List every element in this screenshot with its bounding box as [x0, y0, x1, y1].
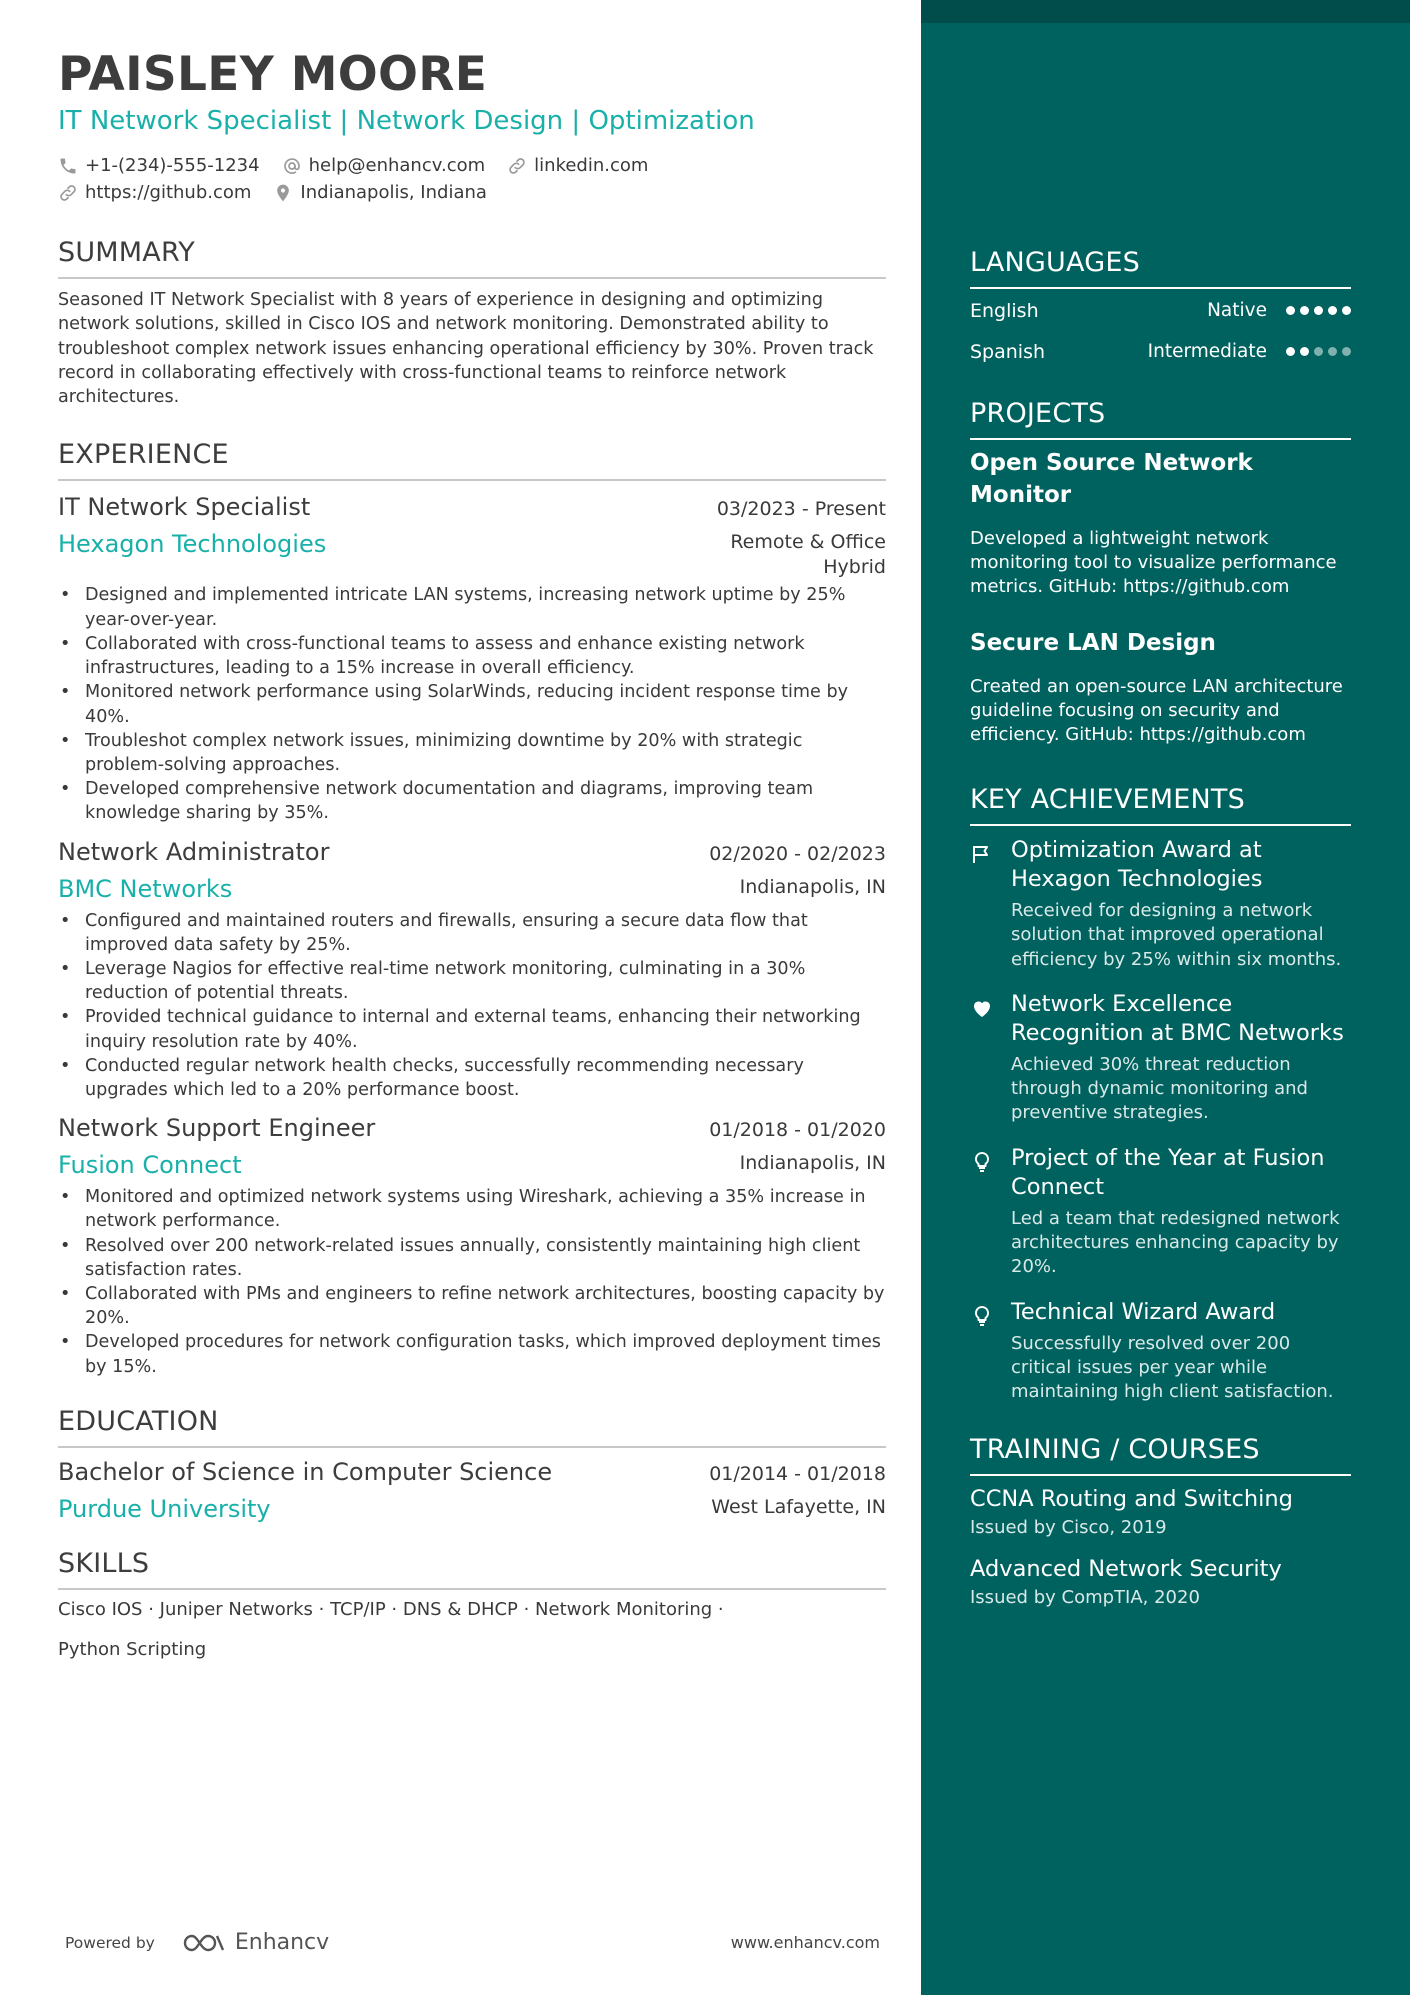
section-divider [970, 824, 1351, 826]
project-entry [970, 447, 1351, 599]
job-title: Network Support Engineer [58, 1114, 376, 1143]
bullet-item: • Troubleshot complex network issues, minimizing downtime by 20% with strategic problem-solving approaches. [58, 729, 886, 777]
location-text: Indianapolis, Indiana [300, 182, 487, 203]
sidebar-column [970, 245, 1351, 1611]
achievement-description: Led a team that redesigned network architectures enhancing capacity by 20%. [1011, 1207, 1340, 1278]
location-pin-icon [273, 183, 293, 203]
link-icon [58, 183, 78, 203]
languages-title: LANGUAGES [970, 247, 1140, 278]
education-date: 01/2014 - 01/2018 [709, 1462, 886, 1485]
job-location: Indianapolis, IN [739, 1152, 886, 1175]
job-title: Network Administrator [58, 837, 330, 866]
footer [65, 1930, 880, 1955]
linkedin-text: linkedin.com [534, 155, 649, 176]
enhancv-logo-icon [181, 1931, 227, 1955]
contact-phone [58, 155, 260, 176]
powered-by [65, 1930, 329, 1955]
phone-text: +1-(234)-555-1234 [85, 155, 260, 176]
bullet-item: • Monitored and optimized network systems using Wireshark, achieving a 35% increase in network performance. [58, 1185, 886, 1233]
at-icon [282, 156, 302, 176]
job-title: IT Network Specialist [58, 493, 311, 522]
summary-section [58, 235, 886, 409]
language-name: Spanish [970, 340, 1046, 363]
bullet-item: • Provided technical guidance to internal and external teams, enhancing their networking inquiry resolution rate by 40%. [58, 1005, 886, 1053]
job-header [58, 834, 886, 870]
headline: IT Network Specialist | Network Design | Optimization [58, 106, 755, 136]
language-row [970, 331, 1351, 372]
proficiency-dot-filled [1328, 306, 1337, 315]
flag-icon [970, 842, 994, 866]
bullet-item: • Collaborated with PMs and engineers to refine network architectures, boosting capacity by 20%. [58, 1282, 886, 1330]
contact-linkedin[interactable] [507, 155, 648, 176]
contact-email[interactable] [282, 155, 486, 176]
skills-section [58, 1546, 886, 1671]
training-title: TRAINING / COURSES [970, 1433, 1260, 1465]
proficiency-dots [1286, 347, 1351, 356]
skills-list [58, 1590, 886, 1671]
achievement-title: Technical Wizard Award [1011, 1298, 1276, 1325]
section-divider [58, 1446, 886, 1448]
bullet-item: • Resolved over 200 network-related issues annually, consistently maintaining high client satisfaction rates. [58, 1234, 886, 1282]
job-subheader [58, 527, 886, 580]
achievement-description: Achieved 30% threat reduction through dynamic monitoring and preventive strategies. [1011, 1053, 1308, 1124]
languages-section [970, 245, 1351, 372]
job-location: Indianapolis, IN [739, 875, 886, 898]
training-section [970, 1432, 1351, 1611]
achievements-section [970, 782, 1351, 1405]
proficiency-dot-empty [1314, 347, 1323, 356]
job-entry [58, 1110, 886, 1379]
proficiency-dot-filled [1300, 347, 1309, 356]
proficiency-dot-filled [1286, 347, 1295, 356]
proficiency-dot-empty [1328, 347, 1337, 356]
job-header [58, 489, 886, 525]
brand-name: Enhancv [234, 1930, 330, 1955]
language-name: English [970, 299, 1039, 322]
projects-title: PROJECTS [970, 398, 1106, 429]
experience-title: EXPERIENCE [58, 439, 229, 471]
school-location: West Lafayette, IN [711, 1495, 886, 1518]
bullet-item: • Configured and maintained routers and firewalls, ensuring a secure data flow that improved data safety by 25%. [58, 909, 886, 957]
course-entry [970, 1553, 1351, 1611]
bullet-item: • Conducted regular network health checks, successfully recommending necessary upgrades which led to a 20% performance boost. [58, 1054, 886, 1102]
achievement-description: Successfully resolved over 200 critical issues per year while maintaining high client satisfaction. [1011, 1332, 1334, 1403]
skills-line: Cisco IOS · Juniper Networks · TCP/IP · DNS & DHCP · Network Monitoring · [58, 1598, 724, 1620]
job-date: 02/2020 - 02/2023 [709, 842, 886, 865]
proficiency-dots [1286, 306, 1351, 315]
heart-icon [970, 996, 994, 1020]
achievement-body [1011, 1298, 1351, 1405]
link-icon [507, 156, 527, 176]
section-divider [58, 277, 886, 279]
language-level: Native [1207, 300, 1267, 321]
sidebar-top-band [921, 0, 1410, 23]
github-text: https://github.com [85, 182, 252, 203]
bullet-item: • Developed comprehensive network documentation and diagrams, improving team knowledge sharing by 35%. [58, 777, 886, 825]
language-row [970, 290, 1351, 331]
summary-text: Seasoned IT Network Specialist with 8 years of experience in designing and optimizing network solutions, skilled in Cisco IOS and network monitoring. Demonstrated ability to troubleshoot complex network issues enhancing operational efficiency by 30%. Proven track record in collaborating effectively with cross-functional teams to reinforce network architectures. [58, 290, 874, 408]
achievement-body [1011, 990, 1351, 1126]
skills-line: Python Scripting [58, 1639, 207, 1661]
job-location: Remote & Office Hybrid [730, 531, 886, 579]
job-entry [58, 834, 886, 1103]
company-name: Hexagon Technologies [58, 530, 327, 559]
email-text: help@enhancv.com [308, 155, 486, 176]
summary-title: SUMMARY [58, 237, 195, 268]
project-description: Created an open-source LAN architecture guideline focusing on security and efficiency. GitHub: https://github.com [970, 676, 1343, 745]
brand-logo[interactable] [181, 1930, 329, 1955]
powered-by-label: Powered by [65, 1933, 155, 1952]
proficiency-dot-filled [1300, 306, 1309, 315]
candidate-name: PAISLEY MOORE [58, 47, 488, 102]
education-header [58, 1454, 886, 1490]
job-header [58, 1110, 886, 1146]
contact-row [58, 179, 886, 206]
proficiency-dot-filled [1342, 306, 1351, 315]
contact-row [58, 152, 886, 179]
project-title: Open Source Network Monitor [970, 450, 1253, 508]
proficiency-dot-filled [1314, 306, 1323, 315]
achievement-entry [970, 1144, 1351, 1280]
education-section [58, 1404, 886, 1526]
achievement-description: Received for designing a network solution that improved operational efficiency by 25% within six months. [1011, 900, 1342, 970]
achievement-icon-wrap [970, 1298, 996, 1405]
education-subheader [58, 1492, 886, 1526]
bullet-item: • Collaborated with cross-functional teams to assess and enhance existing network infrastructures, leading to a 15% increase in overall efficiency. [58, 632, 886, 680]
achievement-icon-wrap [970, 836, 996, 972]
site-link[interactable]: www.enhancv.com [730, 1933, 880, 1952]
school-name: Purdue University [58, 1494, 271, 1523]
projects-section [970, 396, 1351, 747]
achievement-title: Project of the Year at Fusion Connect [1011, 1144, 1325, 1200]
section-divider [970, 287, 1351, 289]
job-subheader [58, 1148, 886, 1182]
proficiency-dot-filled [1286, 306, 1295, 315]
language-level: Intermediate [1147, 341, 1267, 362]
job-bullets [58, 583, 886, 825]
job-bullets [58, 909, 886, 1103]
contact-info [58, 152, 886, 206]
achievement-entry [970, 836, 1351, 972]
job-date: 01/2018 - 01/2020 [709, 1119, 886, 1142]
bullet-item: • Designed and implemented intricate LAN systems, increasing network uptime by 25% year-over-year. [58, 583, 886, 631]
achievement-body [1011, 1144, 1351, 1280]
course-issuer: Issued by CompTIA, 2020 [970, 1586, 1200, 1608]
section-divider [970, 1474, 1351, 1476]
job-date: 03/2023 - Present [716, 498, 886, 521]
achievement-icon-wrap [970, 1144, 996, 1280]
bullet-item: • Developed procedures for network configuration tasks, which improved deployment times by 15%. [58, 1330, 886, 1378]
course-title: Advanced Network Security [970, 1555, 1282, 1582]
contact-github[interactable] [58, 182, 251, 203]
project-title: Secure LAN Design [970, 630, 1216, 656]
company-name: BMC Networks [58, 874, 233, 903]
section-divider [970, 438, 1351, 440]
job-bullets [58, 1185, 886, 1379]
achievement-entry [970, 1298, 1351, 1405]
achievements-title: KEY ACHIEVEMENTS [970, 784, 1245, 815]
job-subheader [58, 872, 886, 906]
degree: Bachelor of Science in Computer Science [58, 1457, 553, 1486]
achievement-entry [970, 990, 1351, 1126]
phone-icon [58, 156, 78, 176]
education-title: EDUCATION [58, 1405, 219, 1437]
course-title: CCNA Routing and Switching [970, 1485, 1293, 1512]
section-divider [58, 479, 886, 481]
achievement-icon-wrap [970, 990, 996, 1126]
main-column [58, 48, 886, 1671]
bullet-item: • Leverage Nagios for effective real-time network monitoring, culminating in a 30% reduction of potential threats. [58, 957, 886, 1005]
contact-location [273, 182, 487, 203]
job-entry [58, 489, 886, 825]
achievement-body [1011, 836, 1351, 972]
project-entry [970, 627, 1351, 747]
proficiency-dot-empty [1342, 347, 1351, 356]
bullet-item: • Monitored network performance using SolarWinds, reducing incident response time by 40%. [58, 680, 886, 728]
course-entry [970, 1483, 1351, 1541]
company-name: Fusion Connect [58, 1151, 242, 1180]
lightbulb-icon [970, 1304, 994, 1328]
achievement-title: Optimization Award at Hexagon Technologies [1011, 837, 1263, 892]
education-entry [58, 1454, 886, 1526]
skills-title: SKILLS [58, 1547, 150, 1579]
experience-section [58, 437, 886, 1378]
achievement-title: Network Excellence Recognition at BMC Networks [1011, 990, 1344, 1046]
course-issuer: Issued by Cisco, 2019 [970, 1516, 1167, 1538]
lightbulb-icon [970, 1150, 994, 1174]
project-description: Developed a lightweight network monitoring tool to visualize performance metrics. GitHub: https://github.com [970, 528, 1337, 597]
